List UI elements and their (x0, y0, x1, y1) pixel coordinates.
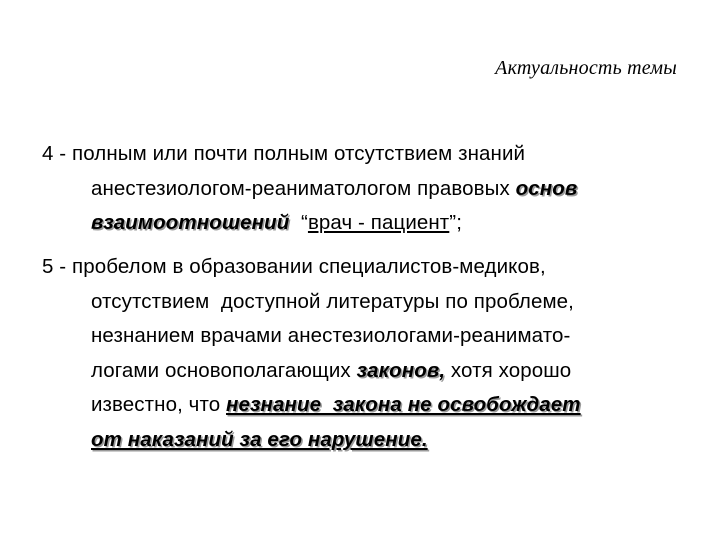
item-5-line-6 (42, 423, 682, 458)
item-4-quote-close: ”; (449, 211, 463, 234)
item-4-emphasis-osnov: основ (515, 176, 578, 200)
list-item-4 (42, 137, 682, 241)
item-5-separator: - (53, 255, 73, 278)
item-5-number: 5 (42, 255, 54, 278)
slide-title: Актуальность темы (495, 57, 677, 79)
item-4-line-3 (42, 206, 682, 241)
item-5-text-3: незнанием врачами анестезиологами-реанимато- (91, 324, 571, 347)
item-4-quote-open: “ (289, 211, 308, 234)
item-4-number: 4 (42, 142, 54, 165)
list-item-5 (42, 250, 682, 457)
item-5-text-2: отсутствием доступной литературы по проблеме, (91, 289, 574, 313)
item-4-doctor-patient-underlined: врач - пациент (307, 211, 450, 234)
item-5-emphasis-zakonov: законов, (356, 358, 446, 382)
item-4-text-2: анестезиологом-реаниматологом правовых (91, 176, 516, 200)
item-5-line-5 (42, 388, 682, 423)
item-4-separator: - (53, 142, 73, 165)
item-4-text-1: полным или почти полным отсутствием знаний (72, 142, 526, 165)
item-5-text-4-rest: хотя хорошо (445, 358, 572, 382)
item-5-emphasis-neznanie: незнание закона не освобождает (226, 393, 581, 416)
item-5-emphasis-nakazaniy: от наказаний за его нарушение. (91, 427, 428, 451)
item-4-line-1 (42, 137, 682, 172)
item-5-text-1: пробелом в образовании специалистов-медиков, (72, 255, 546, 278)
item-5-line-3 (42, 319, 682, 354)
item-4-line-2 (42, 172, 682, 207)
item-5-line-2 (42, 285, 682, 320)
item-5-text-5: известно, что (91, 393, 227, 416)
item-5-text-4: логами основополагающих (91, 358, 357, 382)
item-4-emphasis-vzaimootnosheniy: взаимоотношений (91, 211, 290, 234)
item-5-line-4 (42, 354, 682, 389)
item-5-line-1 (42, 250, 682, 285)
